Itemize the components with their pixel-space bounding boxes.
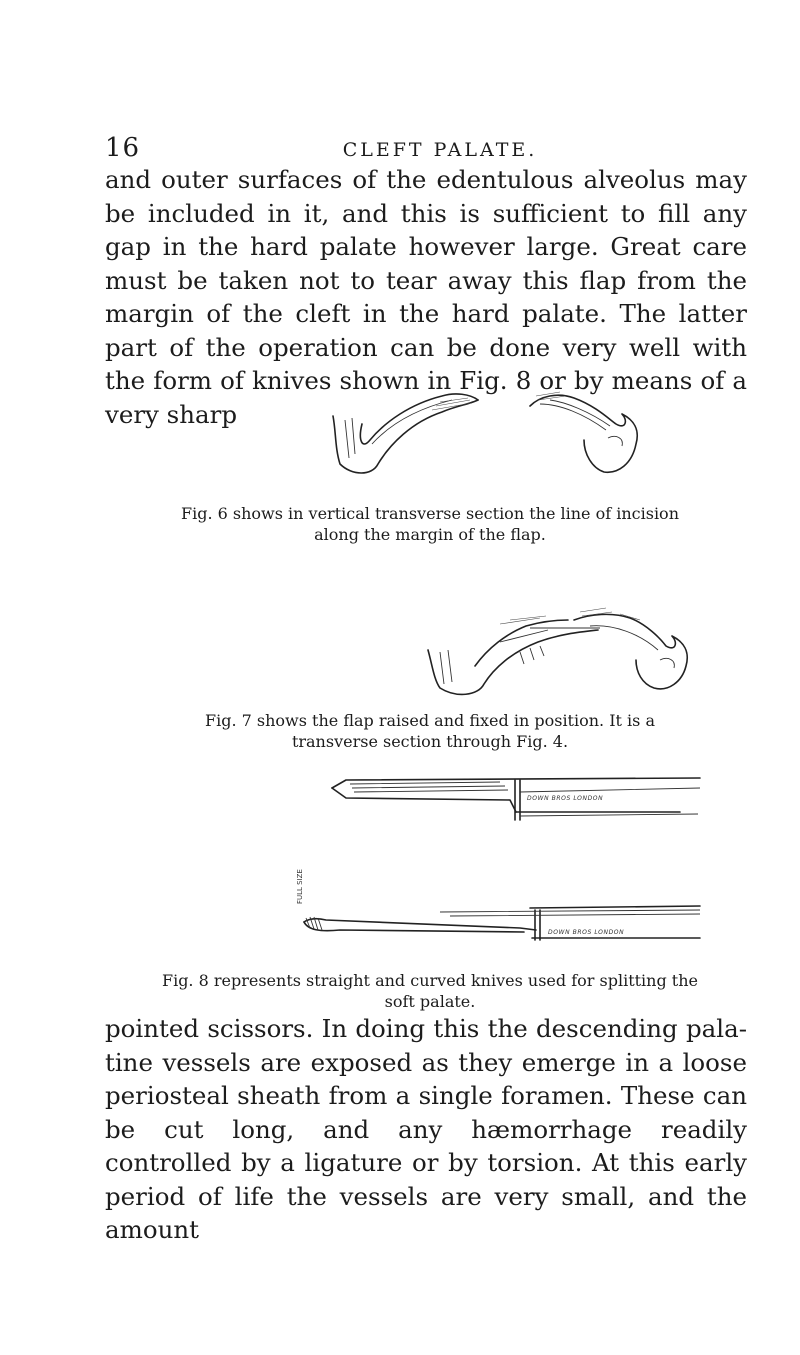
running-title: CLEFT PALATE. — [342, 139, 538, 161]
fig-7-illustration — [0, 590, 800, 710]
body-paragraph-bottom: pointed scissors. In doing this the descending pala-tine vessels are exposed as they emerge in a loose periosteal sheath from a single foramen. These can be cut long, and any hæmorrhage readily controlled by a ligature or by torsion. At this early period of life the vessels are very small, and the amount — [105, 1014, 747, 1244]
fig-6-illustration — [0, 380, 800, 500]
fig-8-stamp-upper: DOWN BROS LONDON — [527, 795, 604, 802]
fig-6-caption: Fig. 6 shows in vertical transverse section the line of incision along the margin of the flap. — [180, 504, 679, 544]
fig-8-illustration — [0, 772, 800, 972]
page-number: 16 — [105, 133, 141, 163]
fig-7-caption: Fig. 7 shows the flap raised and fixed in position. It is a transverse section through Fig. 4. — [205, 711, 655, 751]
body-paragraph-top: and outer surfaces of the edentulous alveolus may be included in it, and this is sufficient to fill any gap in the hard palate however large. Great care must be taken not to tear away this flap from the margin of the cleft in the hard palate. The latter part of the operation can be done very well with the form of knives shown in Fig. 8 or by means of a very sharp — [105, 165, 747, 429]
fig-8-caption: Fig. 8 represents straight and curved knives used for splitting the soft palate. — [161, 971, 699, 1011]
fig-8-scale-label: FULL SIZE — [296, 869, 304, 904]
fig-8-stamp-lower: DOWN BROS LONDON — [548, 929, 625, 936]
